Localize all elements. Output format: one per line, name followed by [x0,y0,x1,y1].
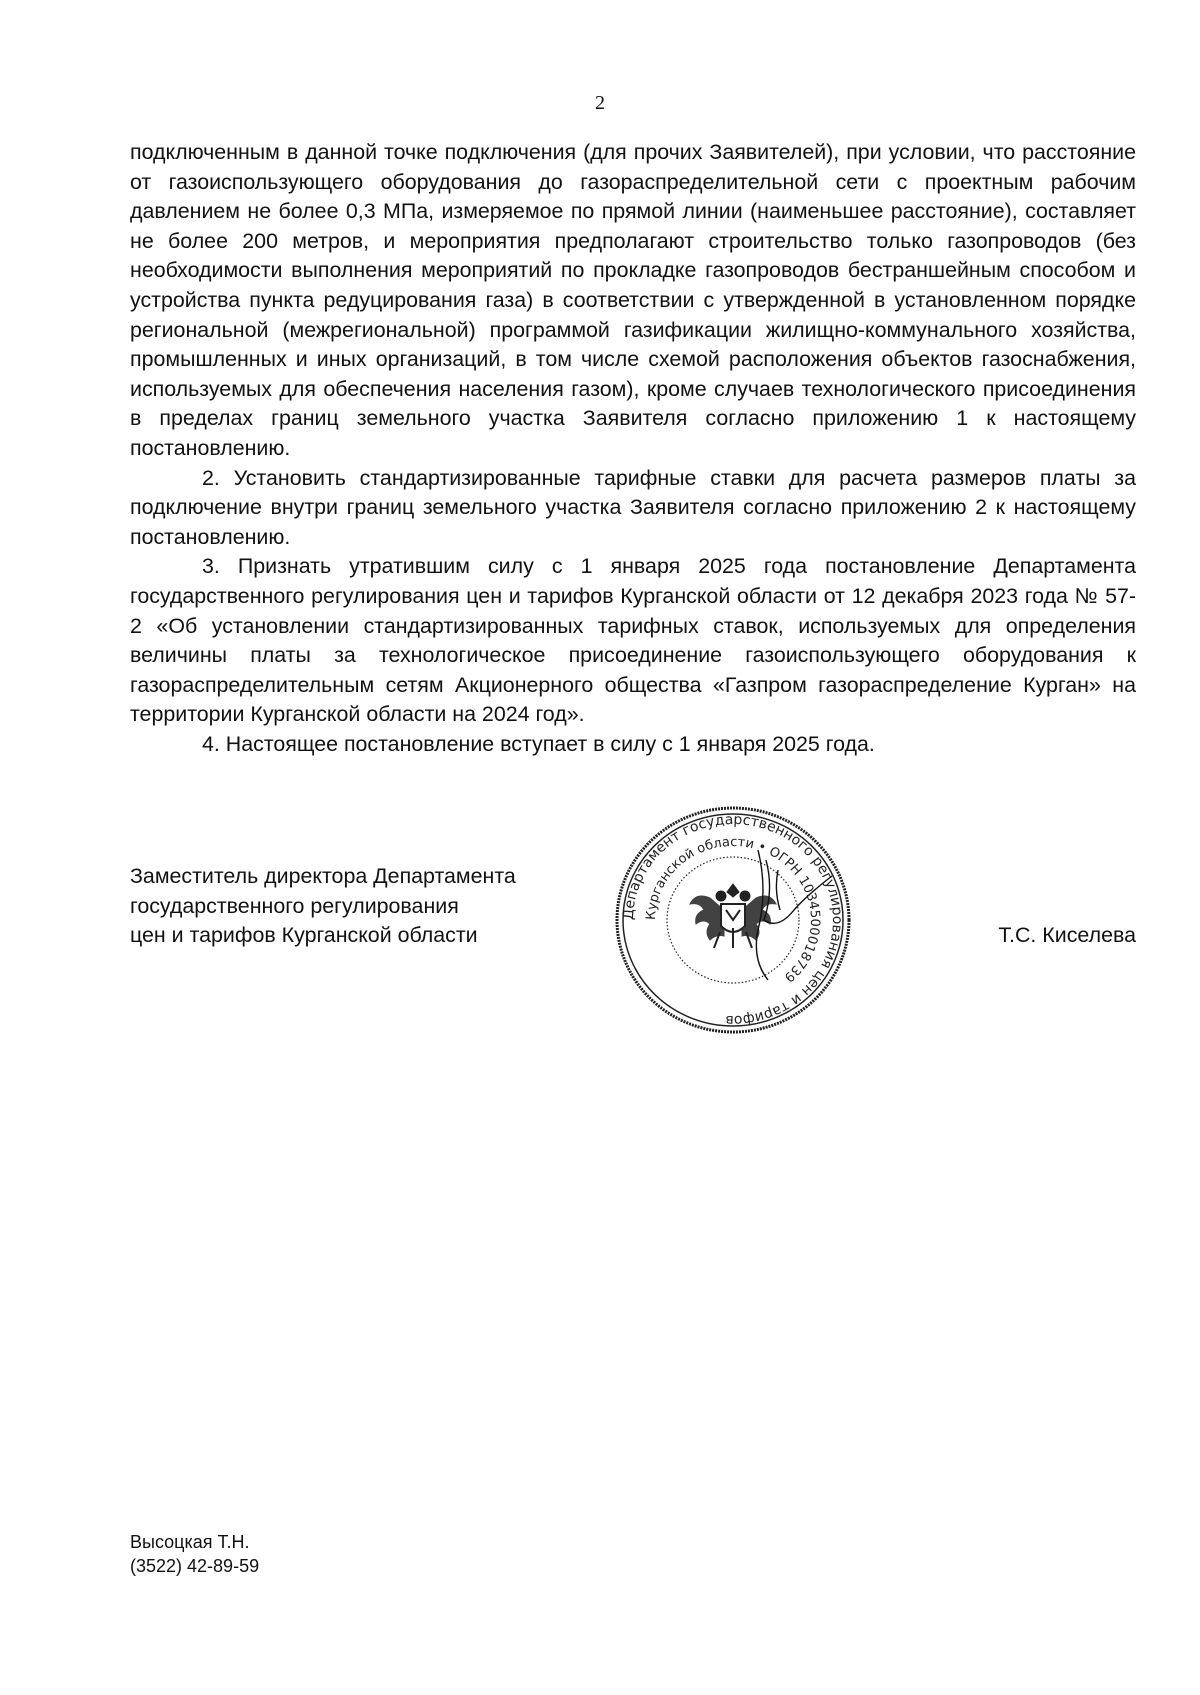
seal-outer-text: Департамент государственного регулирования цен и тарифов [620,811,846,1029]
executor-phone: (3522) 42-89-59 [130,1556,260,1576]
paragraph-item-2: 2. Установить стандартизированные тарифные ставки для расчета размеров платы за подключение внутри границ земельного участка Заявителя согласно приложению 2 к настоящему постановлению. [130,465,1136,549]
paragraph-item-3: 3. Признать утратившим силу с 1 января 2025 года постановление Департамента государственного регулирования цен и тарифов Курганской области от 12 декабря 2023 года № 57-2 «Об установлении стандартизированных тарифных ставок, используемых для определения величины платы за технологическое присоединение газоиспользующего оборудования к газораспределительным сетям Акционерного общества «Газпром газораспределение Курган» на территории Курганской области на 2024 год». [130,554,1136,727]
executor-name: Высоцкая Т.Н. [130,1532,250,1552]
signatory-position-line: государственного регулирования [130,893,459,918]
page-number: 2 [595,92,605,114]
paragraph-item-4: 4. Настоящее постановление вступает в силу с 1 января 2025 года. [202,731,875,756]
seal-inner-text: Курганской области • ОГРН 1034500018739 [643,834,823,985]
executor-block [130,1530,259,1578]
document-body [130,138,1136,759]
signatory-name: Т.С. Киселева [998,923,1136,947]
official-seal-stamp [608,800,858,1040]
signatory-position-line: цен и тарифов Курганской области [130,923,478,948]
signatory-position [130,862,516,951]
signatory-position-line: Заместитель директора Департамента [130,864,516,888]
paragraph-continuation: подключенным в данной точке подключения (для прочих Заявителей), при условии, что расстояние от газоиспользующего оборудования до газораспределительной сети с проектным рабочим давлением не более 0,3 МПа, измеряемое по прямой линии (наименьшее расстояние), составляет не более 200 метров, и мероприятия предполагают строительство только газопроводов (без необходимости выполнения мероприятий по прокладке газопроводов бестраншейным способом и устройства пункта редуцирования газа) в соответствии с утвержденной в установленном порядке региональной (межрегиональной) программой газификации жилищно-коммунального хозяйства, промышленных и иных организаций, в том числе схемой расположения объектов газоснабжения, используемых для обеспечения населения газом), кроме случаев технологического присоединения в пределах границ земельного участка Заявителя согласно приложению 1 к настоящему постановлению. [130,140,1136,460]
